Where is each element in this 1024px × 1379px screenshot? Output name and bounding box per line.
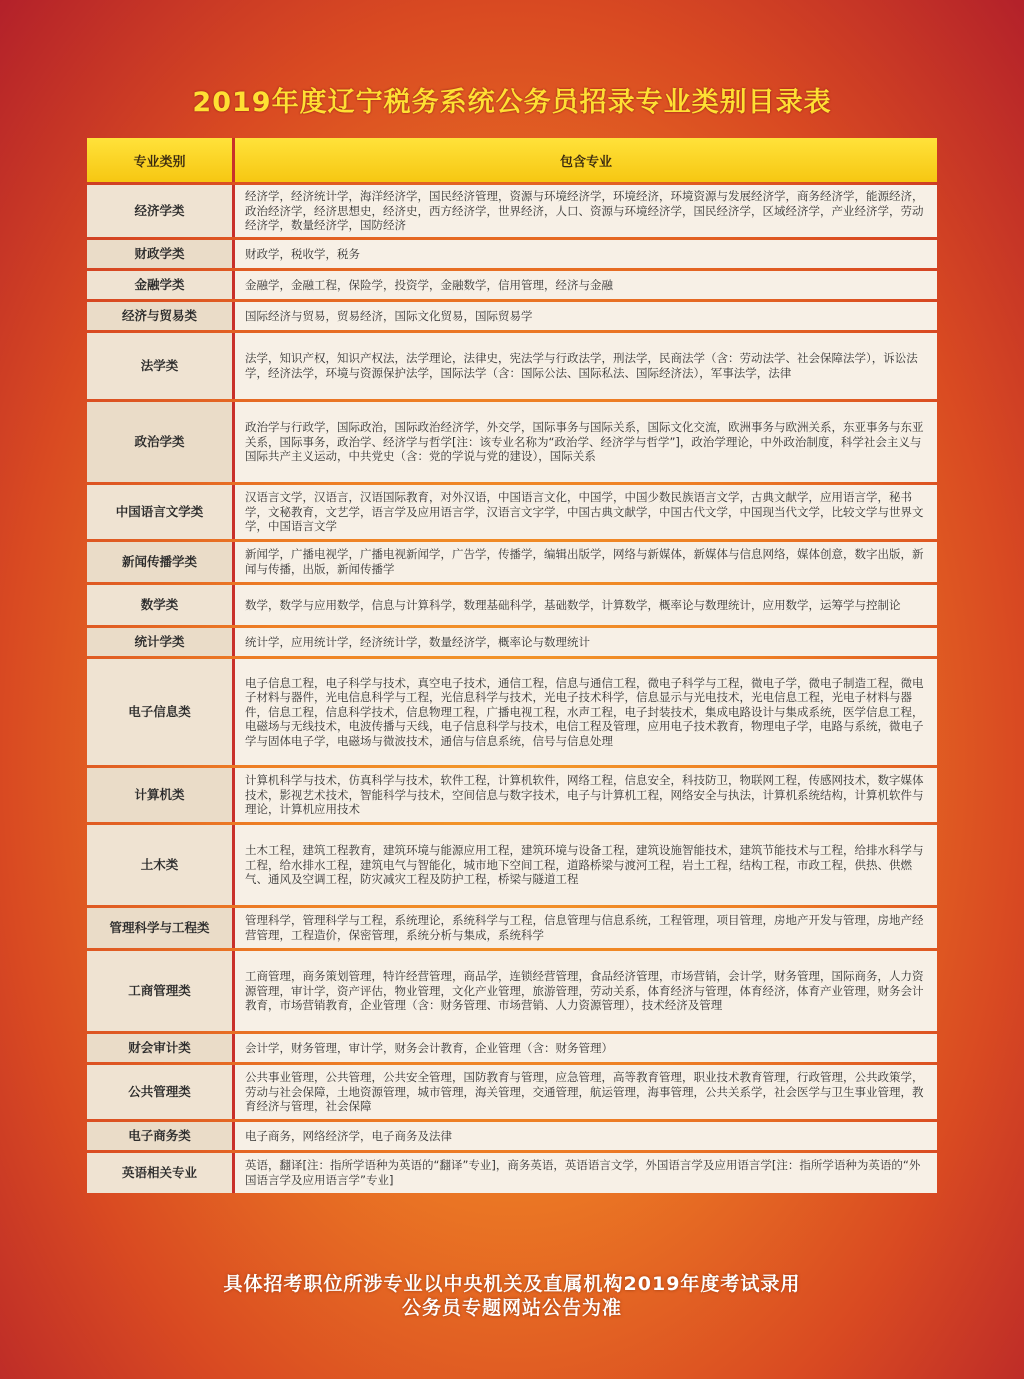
table-row <box>87 333 937 399</box>
table-row <box>87 240 937 268</box>
majors-cell: 法学，知识产权，知识产权法，法学理论，法律史，宪法学与行政法学，刑法学，民商法学（含：劳动法学、社会保障法学），诉讼法学，经济法学，环境与资源保护法学，国际法学（含：国际公法、国际私法、国际经济法），军事法学，法律 <box>235 333 937 399</box>
table-row <box>87 628 937 656</box>
majors-cell: 数学，数学与应用数学，信息与计算科学，数理基础科学，基础数学，计算数学，概率论与数理统计，应用数学，运筹学与控制论 <box>235 585 937 625</box>
category-cell: 金融学类 <box>87 271 235 299</box>
majors-cell: 土木工程，建筑工程教育，建筑环境与能源应用工程，建筑环境与设备工程，建筑设施智能技术，建筑节能技术与工程，给排水科学与工程，给水排水工程，建筑电气与智能化，城市地下空间工程，道路桥梁与渡河工程，岩土工程，结构工程，市政工程，供热、供燃气、通风及空调工程，防灾减灾工程及防护工程，桥梁与隧道工程 <box>235 825 937 905</box>
category-cell: 管理科学与工程类 <box>87 908 235 948</box>
footer-note-line-2: 公务员专题网站公告为准 <box>401 1297 622 1319</box>
table-row <box>87 908 937 948</box>
majors-cell: 汉语言文学，汉语言，汉语国际教育，对外汉语，中国语言文化，中国学，中国少数民族语言文学，古典文献学，应用语言学，秘书学，文秘教育，文艺学，语言学及应用语言学，汉语言文字学，中国古典文献学，中国古代文学，中国现当代文学，比较文学与世界文学，中国语言文学 <box>235 485 937 539</box>
majors-cell: 电子信息工程，电子科学与技术，真空电子技术，通信工程，信息与通信工程，微电子科学与工程，微电子学，微电子制造工程，微电子材料与器件，光电信息科学与工程，光信息科学与技术，光电子技术科学，信息显示与光电技术，光电信息工程，光电子材料与器件，信息工程，信息科学技术，信息物理工程，广播电视工程，水声工程，电子封装技术，集成电路设计与集成系统，医学信息工程，电磁场与无线技术，电波传播与天线，电子信息科学与技术，电信工程及管理，应用电子技术教育，物理电子学，电路与系统，微电子学与固体电子学，电磁场与微波技术，通信与信息系统，信号与信息处理 <box>235 659 937 765</box>
majors-cell: 金融学，金融工程，保险学，投资学，金融数学，信用管理，经济与金融 <box>235 271 937 299</box>
column-header-category: 专业类别 <box>87 138 235 182</box>
category-cell: 财会审计类 <box>87 1034 235 1062</box>
major-category-table <box>87 135 937 1196</box>
category-cell: 经济与贸易类 <box>87 302 235 330</box>
category-cell: 工商管理类 <box>87 951 235 1031</box>
majors-cell: 统计学，应用统计学，经济统计学，数量经济学，概率论与数理统计 <box>235 628 937 656</box>
majors-cell: 财政学，税收学，税务 <box>235 240 937 268</box>
table-row <box>87 271 937 299</box>
table-row <box>87 1034 937 1062</box>
footer-note <box>0 1272 1024 1320</box>
category-cell: 政治学类 <box>87 402 235 482</box>
majors-cell: 英语，翻译[注：指所学语种为英语的“翻译”专业]，商务英语，英语语言文学，外国语言学及应用语言学[注：指所学语种为英语的“外国语言学及应用语言学”专业] <box>235 1153 937 1193</box>
majors-cell: 新闻学，广播电视学，广播电视新闻学，广告学，传播学，编辑出版学，网络与新媒体，新媒体与信息网络，媒体创意，数字出版，新闻与传播，出版，新闻传播学 <box>235 542 937 582</box>
category-cell: 公共管理类 <box>87 1065 235 1119</box>
table-row <box>87 1065 937 1119</box>
column-header-majors: 包含专业 <box>235 138 937 182</box>
category-cell: 计算机类 <box>87 768 235 822</box>
category-cell: 数学类 <box>87 585 235 625</box>
majors-cell: 经济学，经济统计学，海洋经济学，国民经济管理，资源与环境经济学，环境经济，环境资源与发展经济学，商务经济学，能源经济，政治经济学，经济思想史，经济史，西方经济学，世界经济，人口、资源与环境经济学，国民经济学，区域经济学，产业经济学，劳动经济学，数量经济学，国防经济 <box>235 185 937 237</box>
table-row <box>87 1153 937 1193</box>
page-title: 2019年度辽宁税务系统公务员招录专业类别目录表 <box>192 87 832 118</box>
table-row <box>87 485 937 539</box>
table-row <box>87 768 937 822</box>
majors-cell: 电子商务，网络经济学，电子商务及法律 <box>235 1122 937 1150</box>
category-cell: 经济学类 <box>87 185 235 237</box>
majors-cell: 管理科学，管理科学与工程，系统理论，系统科学与工程，信息管理与信息系统，工程管理，项目管理，房地产开发与管理，房地产经营管理，工程造价，保密管理，系统分析与集成，系统科学 <box>235 908 937 948</box>
table-row <box>87 402 937 482</box>
table-row <box>87 302 937 330</box>
table-row <box>87 185 937 237</box>
category-cell: 中国语言文学类 <box>87 485 235 539</box>
table-row <box>87 542 937 582</box>
category-cell: 英语相关专业 <box>87 1153 235 1193</box>
category-cell: 电子商务类 <box>87 1122 235 1150</box>
footer-note-line-1: 具体招考职位所涉专业以中央机关及直属机构2019年度考试录用 <box>223 1273 801 1295</box>
table-row <box>87 585 937 625</box>
table-header-row <box>87 138 937 182</box>
majors-cell: 会计学，财务管理，审计学，财务会计教育，企业管理（含：财务管理） <box>235 1034 937 1062</box>
majors-cell: 计算机科学与技术，仿真科学与技术，软件工程，计算机软件，网络工程，信息安全，科技防卫，物联网工程，传感网技术，数字媒体技术，影视艺术技术，智能科学与技术，空间信息与数字技术，电子与计算机工程，网络安全与执法，计算机系统结构，计算机软件与理论，计算机应用技术 <box>235 768 937 822</box>
majors-cell: 公共事业管理，公共管理，公共安全管理，国防教育与管理，应急管理，高等教育管理，职业技术教育管理，行政管理，公共政策学，劳动与社会保障，土地资源管理，城市管理，海关管理，交通管理，航运管理，海事管理，公共关系学，社会医学与卫生事业管理，教育经济与管理，社会保障 <box>235 1065 937 1119</box>
category-cell: 法学类 <box>87 333 235 399</box>
table-row <box>87 825 937 905</box>
category-cell: 电子信息类 <box>87 659 235 765</box>
majors-cell: 工商管理，商务策划管理，特许经营管理，商品学，连锁经营管理，食品经济管理，市场营销，会计学，财务管理，国际商务，人力资源管理，审计学，资产评估，物业管理，文化产业管理，旅游管理，劳动关系，体育经济与管理，体育经济，体育产业管理，财务会计教育，市场营销教育，企业管理（含：财务管理、市场营销、人力资源管理），技术经济及管理 <box>235 951 937 1031</box>
table-row <box>87 951 937 1031</box>
majors-cell: 国际经济与贸易，贸易经济，国际文化贸易，国际贸易学 <box>235 302 937 330</box>
majors-cell: 政治学与行政学，国际政治，国际政治经济学，外交学，国际事务与国际关系，国际文化交流，欧洲事务与欧洲关系，东亚事务与东亚关系，国际事务，政治学、经济学与哲学[注：该专业名称为“政治学、经济学与哲学”]，政治学理论，中外政治制度，科学社会主义与国际共产主义运动，中共党史（含：党的学说与党的建设），国际关系 <box>235 402 937 482</box>
table-row <box>87 659 937 765</box>
category-cell: 财政学类 <box>87 240 235 268</box>
category-cell: 土木类 <box>87 825 235 905</box>
table-row <box>87 1122 937 1150</box>
category-cell: 新闻传播学类 <box>87 542 235 582</box>
category-cell: 统计学类 <box>87 628 235 656</box>
